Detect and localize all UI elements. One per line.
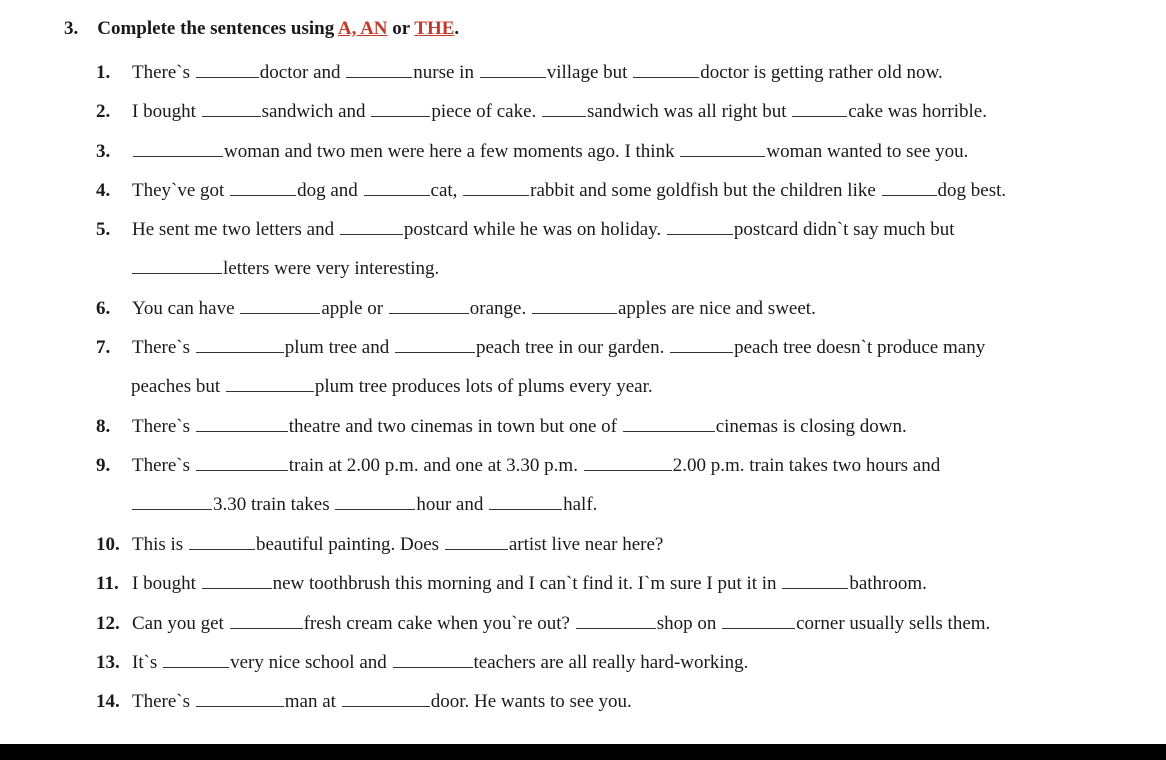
sentence-text: theatre and two cinemas in town but one of: [288, 416, 622, 437]
sentence-text: peaches but: [131, 376, 225, 397]
sentence-line: [96, 337, 985, 359]
sentence-text: shop on: [656, 613, 722, 634]
sentence-text: peach tree in our garden.: [476, 337, 670, 358]
answer-blank[interactable]: [670, 351, 733, 353]
sentence-text: He sent me two letters and: [132, 219, 339, 240]
answer-blank[interactable]: [782, 587, 848, 589]
sentence-number: 3.: [96, 141, 111, 162]
sentence-text: orange.: [469, 298, 531, 319]
sentence-line: [96, 534, 663, 556]
sentence-text: fresh cream cake when you`re out?: [303, 613, 575, 634]
title-lead: Complete the sentences using: [97, 18, 338, 39]
exercise-title: [64, 18, 459, 40]
sentence-text: postcard didn`t say much but: [733, 219, 955, 240]
sentence-text: postcard while he was on holiday.: [403, 219, 666, 240]
title-a-an: A, AN: [337, 18, 388, 39]
answer-blank[interactable]: [393, 666, 473, 668]
sentence-line: [131, 376, 653, 398]
sentence-text: letters were very interesting.: [223, 258, 440, 279]
answer-blank[interactable]: [226, 390, 314, 392]
sentence-number: 8.: [96, 416, 111, 437]
sentence-line: [96, 101, 987, 123]
sentence-number: 13.: [96, 652, 120, 673]
sentence-text: peach tree doesn`t produce many: [734, 337, 986, 358]
sentence-text: 2.00 p.m. train takes two hours and: [672, 455, 941, 476]
sentence-line: [96, 62, 943, 84]
sentence-number: 14.: [96, 691, 120, 712]
answer-blank[interactable]: [623, 430, 715, 432]
sentence-line: [96, 180, 1006, 202]
sentence-text: doctor and: [259, 62, 346, 83]
answer-blank[interactable]: [542, 115, 586, 117]
sentence-number: 2.: [96, 101, 111, 122]
answer-blank[interactable]: [346, 76, 412, 78]
sentence-text: sandwich and: [261, 101, 371, 122]
sentence-line: [96, 141, 968, 163]
answer-blank[interactable]: [202, 587, 272, 589]
answer-blank[interactable]: [364, 194, 430, 196]
answer-blank[interactable]: [463, 194, 529, 196]
sentence-number: 7.: [96, 337, 111, 358]
sentence-line: [96, 219, 955, 241]
sentence-text: beautiful painting. Does: [255, 534, 444, 555]
sentence-line: [96, 691, 632, 713]
title-or: or: [387, 18, 415, 39]
sentence-number: 6.: [96, 298, 111, 319]
sentence-line: [131, 258, 439, 280]
sentence-text: There`s: [132, 337, 195, 358]
sentence-text: I bought: [132, 573, 201, 594]
sentence-text: cinemas is closing down.: [715, 416, 907, 437]
answer-blank[interactable]: [584, 469, 672, 471]
answer-blank[interactable]: [340, 233, 403, 235]
answer-blank[interactable]: [342, 705, 430, 707]
sentence-text: sandwich was all right but: [587, 101, 792, 122]
sentence-line: [96, 573, 927, 595]
answer-blank[interactable]: [196, 705, 284, 707]
title-end: .: [454, 18, 460, 39]
answer-blank[interactable]: [792, 115, 847, 117]
answer-blank[interactable]: [389, 312, 469, 314]
answer-blank[interactable]: [163, 666, 229, 668]
sentence-text: piece of cake.: [431, 101, 542, 122]
sentence-number: 1.: [96, 62, 111, 83]
sentence-text: woman and two men were here a few moments ago. I think: [224, 141, 680, 162]
answer-blank[interactable]: [722, 627, 795, 629]
sentence-text: cat,: [430, 180, 463, 201]
bottom-edge-bar: [0, 744, 1166, 760]
sentence-number: 11.: [96, 573, 119, 594]
sentence-text: artist live near here?: [508, 534, 664, 555]
answer-blank[interactable]: [667, 233, 733, 235]
exercise-number: 3.: [64, 18, 79, 39]
answer-blank[interactable]: [230, 627, 303, 629]
sentence-text: half.: [563, 494, 598, 515]
sentence-text: There`s: [132, 691, 195, 712]
sentence-text: 3.30 train takes: [213, 494, 335, 515]
sentence-text: dog and: [297, 180, 363, 201]
sentence-text: cake was horrible.: [848, 101, 987, 122]
answer-blank[interactable]: [132, 508, 212, 510]
answer-blank[interactable]: [189, 548, 255, 550]
sentence-text: This is: [132, 534, 188, 555]
sentence-text: man at: [284, 691, 341, 712]
sentence-text: woman wanted to see you.: [766, 141, 969, 162]
sentence-text: plum tree produces lots of plums every year.: [314, 376, 653, 397]
sentence-number: 9.: [96, 455, 111, 476]
answer-blank[interactable]: [532, 312, 617, 314]
answer-blank[interactable]: [132, 272, 222, 274]
answer-blank[interactable]: [445, 548, 508, 550]
sentence-text: rabbit and some goldfish but the children like: [530, 180, 881, 201]
sentence-line: [131, 494, 597, 516]
sentence-text: teachers are all really hard-working.: [473, 652, 749, 673]
sentence-text: door. He wants to see you.: [430, 691, 632, 712]
answer-blank[interactable]: [335, 508, 415, 510]
sentence-text: apple or: [321, 298, 388, 319]
answer-blank[interactable]: [240, 312, 320, 314]
sentence-text: dog best.: [937, 180, 1007, 201]
sentence-line: [96, 298, 816, 320]
sentence-text: very nice school and: [230, 652, 392, 673]
answer-blank[interactable]: [133, 155, 223, 157]
sentence-number: 5.: [96, 219, 111, 240]
sentence-text: There`s: [132, 455, 195, 476]
sentence-text: There`s: [132, 416, 195, 437]
sentence-text: plum tree and: [284, 337, 394, 358]
answer-blank[interactable]: [395, 351, 475, 353]
sentence-text: nurse in: [413, 62, 479, 83]
sentence-line: [96, 613, 990, 635]
sentence-text: apples are nice and sweet.: [618, 298, 816, 319]
answer-blank[interactable]: [489, 508, 562, 510]
answer-blank[interactable]: [196, 469, 288, 471]
answer-blank[interactable]: [196, 430, 288, 432]
answer-blank[interactable]: [371, 115, 430, 117]
sentence-number: 10.: [96, 534, 120, 555]
sentence-text: new toothbrush this morning and I can`t find it. I`m sure I put it in: [272, 573, 782, 594]
sentence-text: doctor is getting rather old now.: [700, 62, 943, 83]
answer-blank[interactable]: [576, 627, 656, 629]
sentence-text: bathroom.: [849, 573, 927, 594]
answer-blank[interactable]: [202, 115, 261, 117]
sentence-text: corner usually sells them.: [796, 613, 991, 634]
sentence-line: [96, 652, 748, 674]
title-the: THE: [414, 18, 455, 39]
sentence-text: I bought: [132, 101, 201, 122]
answer-blank[interactable]: [633, 76, 699, 78]
sentence-text: You can have: [132, 298, 240, 319]
sentence-line: [96, 416, 907, 438]
sentence-line: [96, 455, 940, 477]
sentence-text: There`s: [132, 62, 195, 83]
sentence-text: Can you get: [132, 613, 229, 634]
answer-blank[interactable]: [196, 351, 284, 353]
sentence-number: 12.: [96, 613, 120, 634]
answer-blank[interactable]: [230, 194, 296, 196]
answer-blank[interactable]: [680, 155, 765, 157]
answer-blank[interactable]: [882, 194, 937, 196]
sentence-text: It`s: [132, 652, 163, 673]
sentence-text: village but: [546, 62, 633, 83]
answer-blank[interactable]: [196, 76, 259, 78]
sentence-number: 4.: [96, 180, 111, 201]
sentence-text: They`ve got: [132, 180, 230, 201]
answer-blank[interactable]: [480, 76, 546, 78]
sentence-text: hour and: [416, 494, 489, 515]
sentence-text: train at 2.00 p.m. and one at 3.30 p.m.: [288, 455, 583, 476]
